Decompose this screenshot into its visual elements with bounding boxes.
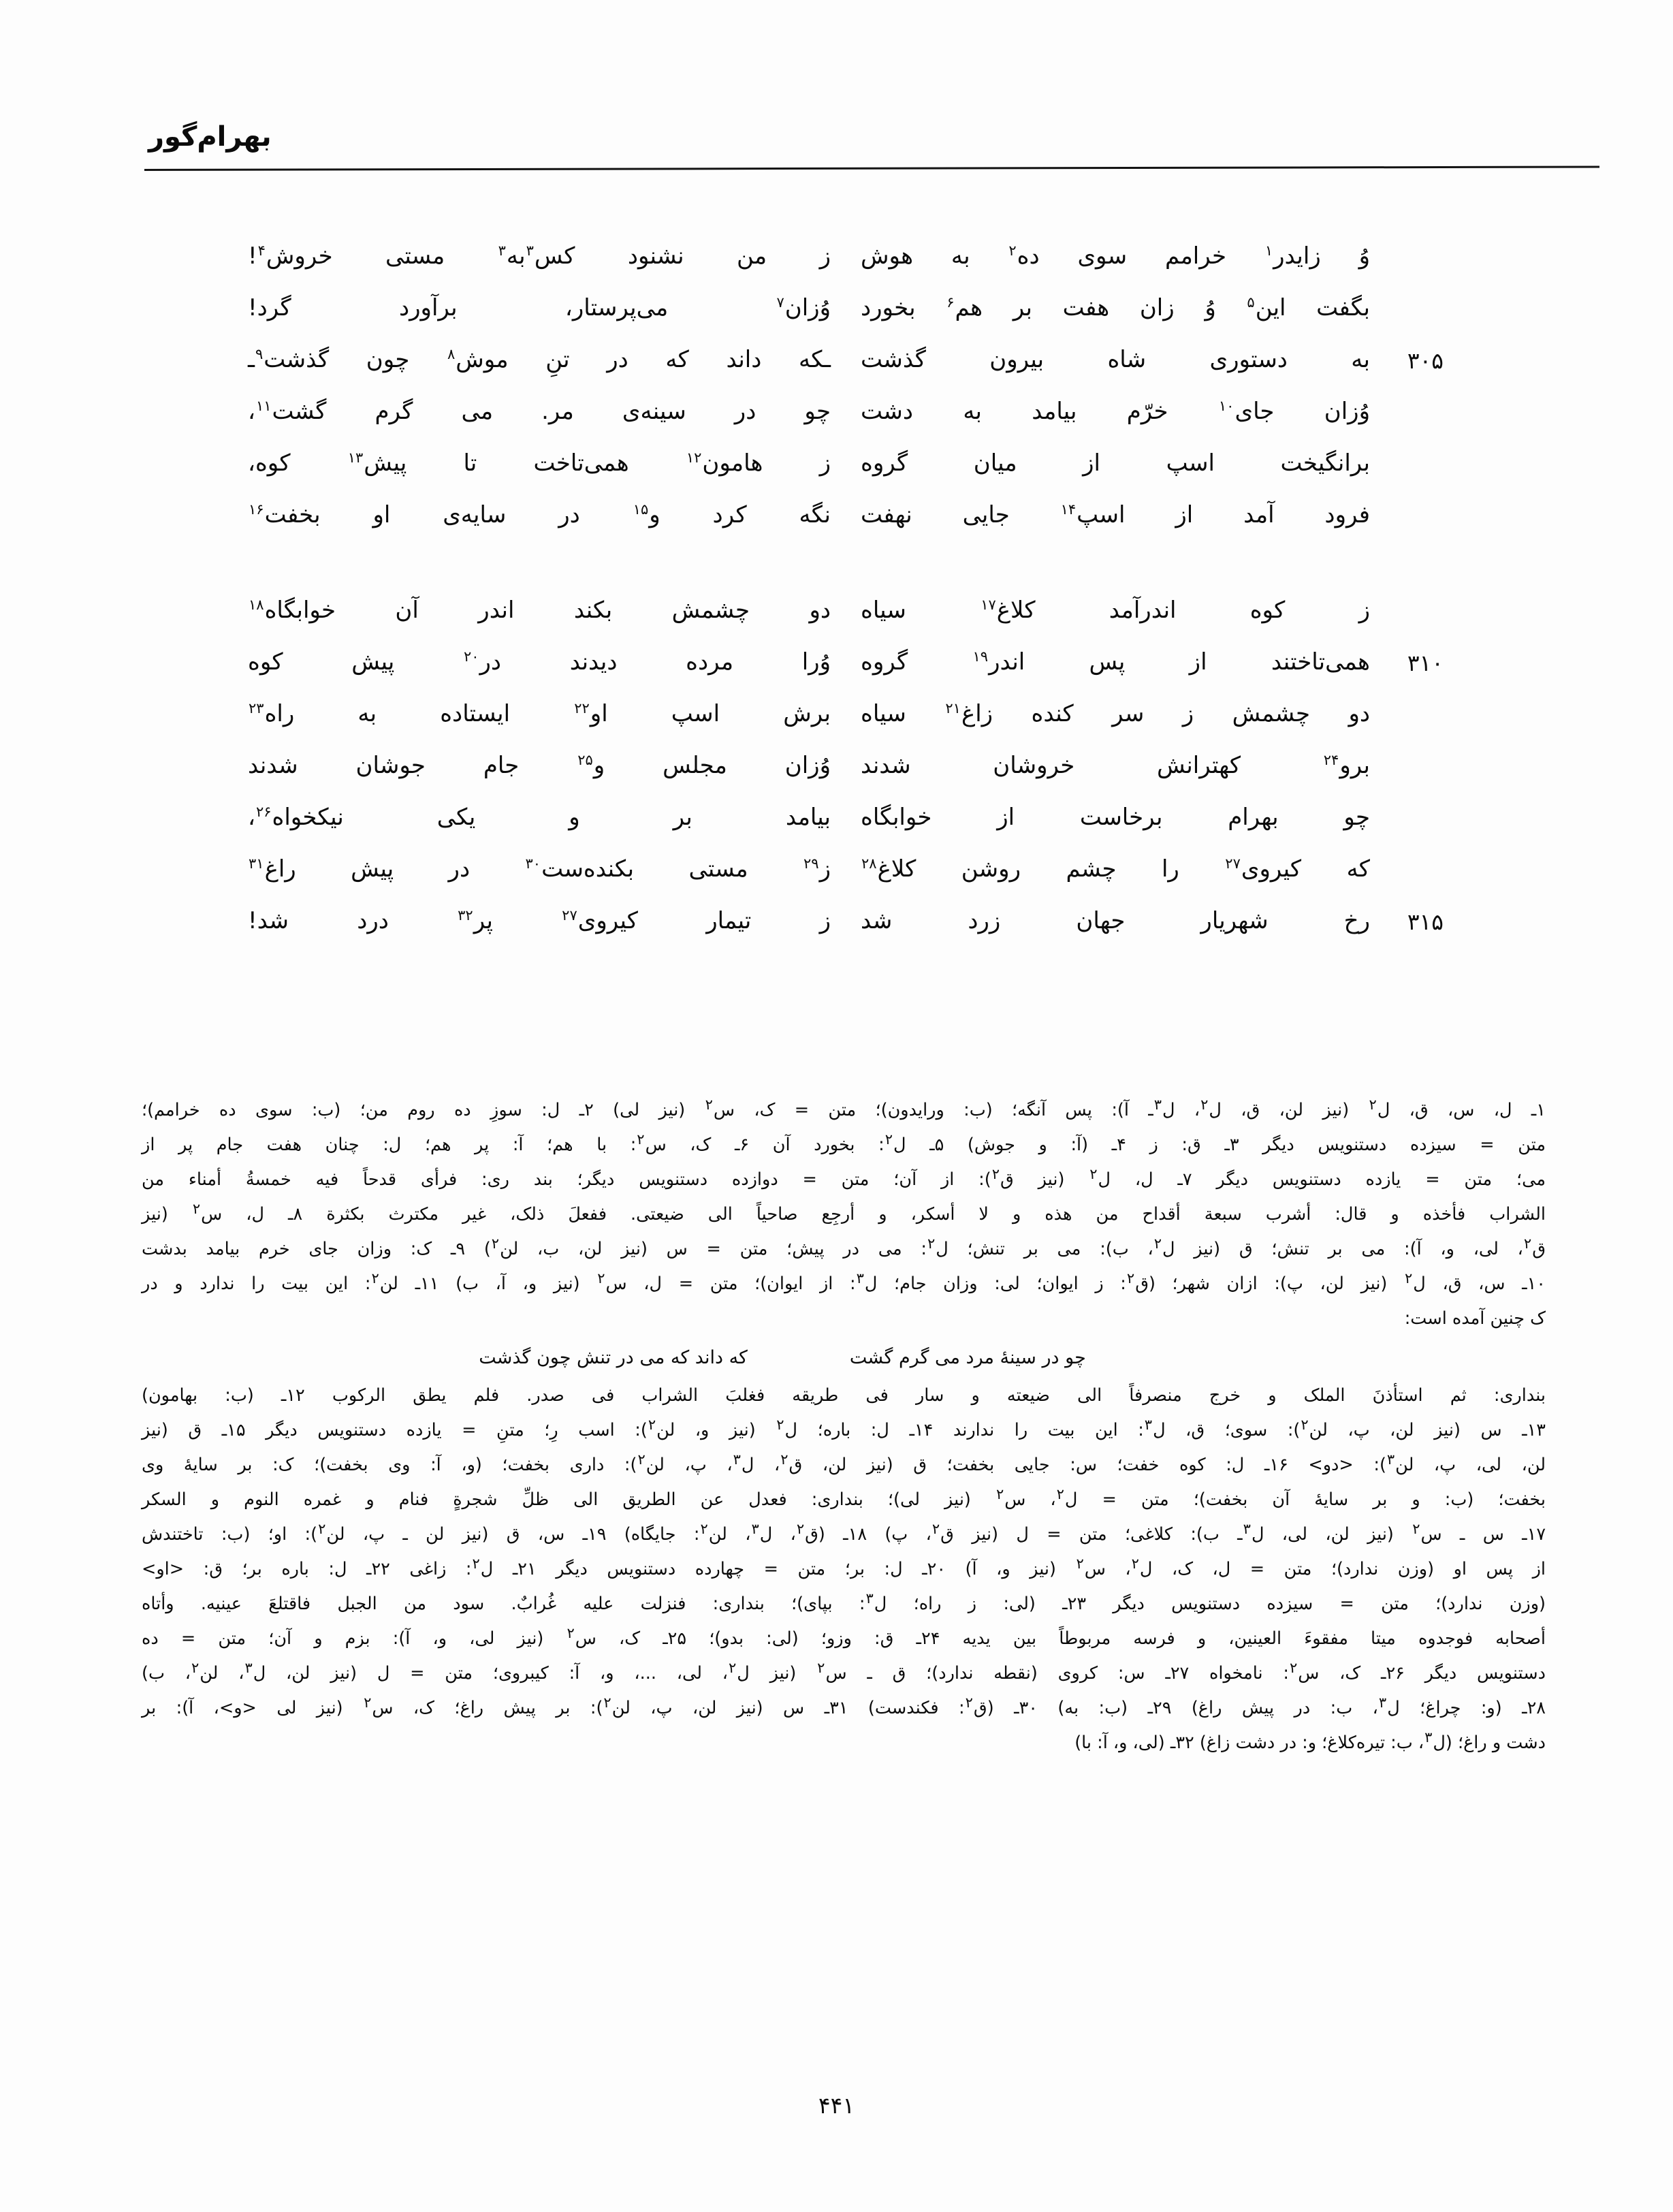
hemistich-second: ز من نشنود کس$^۳$به$^۳$ مستی خروش$^۴$!: [248, 242, 831, 270]
folio-number: ۴۴۱: [818, 2092, 855, 2119]
quoted-hemistich-first: چو در سینهٔ مرد می گرم گشت: [849, 1347, 1086, 1368]
hemistich-first: به دستوری شاه بیرون گذشت: [861, 346, 1370, 373]
hemistich-second: ـکه داند که در تنِ موش$^۸$ چون گذشت$^۹$ـ: [248, 345, 831, 373]
apparatus-line: ۱۳ـ س (نیز لن، پ، لن$^۲$): سوی؛ ق، ل$^۳$: این بیت را ندارند ۱۴ـ ل: باره؛ ل$^۲$ (نیز و، لن$^۲$): اسب رِ؛ متنِ = یازده دستنویس دیگر ۱۵ـ ق (نیز: [142, 1416, 1546, 1440]
verse-stanza: [245, 594, 1444, 956]
verse-line: [245, 447, 1444, 499]
verse-line-number: ۳۰۵: [1407, 347, 1444, 374]
apparatus-line: بنداری: ثم استأذنَ الملک و خرج منصرفاً الی ضیعته و سار فی طریقه فغلبَ الشراب فی صدر. فلم یطق الرکوب ۱۲ـ (ب: بهامون): [142, 1385, 1546, 1406]
hemistich-second: وُرا مرده دیدند در$^{۲۰}$ پیش کوه: [248, 648, 831, 676]
apparatus-quoted-couplet: [142, 1339, 1546, 1377]
verse-line: [245, 499, 1444, 550]
hemistich-first: وُزان جای$^{۱۰}$ خرّم بیامد به دشت: [861, 397, 1370, 425]
hemistich-second: چو در سینه‌ی مر. می گرم گشت$^{۱۱}$،: [248, 397, 831, 425]
apparatus-line: (وزن ندارد)؛ متن = سیزده دستنویس دیگر ۲۳ـ (لی: ز راه؛ ل$^۳$: بپای)؛ بنداری: فنزلت علیه غُرابٌ. سود من الجبل فاقتلعَ عینیه. وأتاه: [142, 1590, 1546, 1614]
apparatus-line: ۲۸ـ (و: چراغ؛ ل$^۳$، ب: در پیش راغ) ۲۹ـ (ب: به) ۳۰ـ (ق$^۲$: فکندست) ۳۱ـ س (نیز لن، پ، لن$^۲$): بر پیش راغ؛ ک، س$^۲$ (نیز لی <و>، آ): بر: [142, 1694, 1546, 1718]
hemistich-first: همی‌تاختند از پس اندر$^{۱۹}$ گروه: [861, 648, 1370, 676]
hemistich-second: ز تیمار کیروی$^{۲۷}$ پر$^{۳۲}$ درد شد!: [248, 906, 831, 934]
hemistich-second: دو چشمش بکند اندر آن خوابگاه$^{۱۸}$: [249, 596, 831, 624]
running-head: [0, 121, 1673, 183]
verse-line: [245, 749, 1444, 801]
hemistich-second: وُزان$^۷$ می‌پرستار، برآورد گرد!: [248, 294, 831, 321]
apparatus-line: ۱۷ـ س ـ س$^۲$ (نیز لن، لی، ل$^۳$ـ ب): کلاغی؛ متن = ل (نیز ق$^۲$، پ) ۱۸ـ (ق$^۲$، ل$^۳$، لن$^۲$: جایگاه) ۱۹ـ س، ق (نیز لن ـ پ، لن$^۲$): او؛ (ب: تاختندش: [142, 1520, 1546, 1545]
apparatus-line: الشراب فأخذه و قال: أشرب سبعة أقداح من هذه و لا أسکر، و أرجِع صاحیاً الی ضیعتی. ففعلَ ذلک، غیر مکترث بکثرة ۸ـ ل، س$^۲$ (نیز: [142, 1200, 1546, 1224]
quoted-hemistich-second: که داند که می در تنش چون گذشت: [479, 1347, 748, 1368]
header-rule: [144, 166, 1599, 171]
verse-line-number: ۳۱۰: [1407, 650, 1444, 676]
apparatus-line: ک چنین آمده است:: [1404, 1308, 1546, 1329]
verse-line: [245, 646, 1444, 697]
hemistich-first: بگفت این$^۵$ وُ زان هفت بر هم$^۶$ بخورد: [861, 294, 1370, 321]
apparatus-line: ۱ـ ل، س، ق، ل$^۲$ (نیز لن، ق، ل$^۲$، ل$^۳$ـ آ): پس آنگه؛ (ب: ورایدون)؛ متن = ک، س$^۲$ (نیز لی) ۲ـ ل: سوزِ ده روم من؛ (ب: سوی ده خرامم)؛: [142, 1096, 1546, 1120]
verse-body: [245, 240, 1444, 956]
apparatus-line: دستنویس دیگر ۲۶ـ ک، س$^۲$: نامخواه ۲۷ـ س: کروی (نقطه ندارد)؛ ق ـ س$^۲$ (نیز ل$^۲$، لی، ...، و، آ: کیبروی؛ متن = ل (نیز لن، ل$^۳$، لن$^۲$، ب): [142, 1659, 1546, 1684]
hemistich-second: نگه کرد و$^{۱۵}$ در سایه‌ی او بخفت$^{۱۶}$: [249, 501, 831, 528]
verse-line: [245, 801, 1444, 853]
verse-line: [245, 853, 1444, 904]
verse-line: [245, 291, 1444, 343]
apparatus-line: دشت و راغ؛ (ل$^۳$، ب: تیره‌کلاغ؛ و: در دشت زاغ) ۳۲ـ (لی، و، آ: با): [1074, 1728, 1546, 1753]
hemistich-first: برو$^{۲۴}$ کهترانش خروشان شدند: [861, 751, 1370, 779]
verse-line-number: ۳۱۵: [1407, 908, 1444, 935]
verse-line: [245, 904, 1444, 956]
apparatus-line: لن، لی، پ، لن$^۳$): <دو> ۱۶ـ ل: کوه خفت؛ س: جایی بخفت؛ ق (نیز لن، ق$^۲$، ل$^۳$، پ، لن$^۲$): داری بخفت؛ (و، آ: وی بخفت)؛ ک: بر سایهٔ وی: [142, 1451, 1546, 1475]
critical-apparatus: [142, 1093, 1546, 1760]
verse-line: [245, 395, 1444, 447]
apparatus-line: أصحابه فوجدوه میتا مفقوءَ العینین، و فرسه مربوطاً بین یدیه ۲۴ـ ق: وزو؛ (لی: بدو)؛ ۲۵ـ ک، س$^۲$ (نیز لی، و، آ): بزم و آن؛ متن = ده: [142, 1624, 1546, 1649]
verse-stanza: [245, 240, 1444, 550]
hemistich-first: فرود آمد از اسپ$^{۱۴}$ جایی نهفت: [861, 501, 1370, 528]
verse-line: [245, 594, 1444, 646]
hemistich-second: برش اسپ او$^{۲۲}$ ایستاده به راه$^{۲۳}$: [249, 699, 831, 727]
hemistich-first: دو چشمش ز سر کنده زاغ$^{۲۱}$ سیاه: [861, 699, 1371, 727]
hemistich-second: وُزان مجلس و$^{۲۵}$ جام جوشان شدند: [248, 751, 831, 779]
verse-line: [245, 697, 1444, 749]
hemistich-first: ز کوه اندرآمد کلاغ$^{۱۷}$ سیاه: [861, 596, 1370, 624]
hemistich-first: رخ شهریار جهان زرد شد: [861, 907, 1370, 934]
hemistich-first: برانگیخت اسپ از میان گروه: [861, 449, 1370, 477]
apparatus-line: ۱۰ـ س، ق، ل$^۲$ (نیز لن، پ): ازان شهر؛ (ق$^۲$: ز ایوان؛ لی: وزان جام؛ ل$^۳$: از ایوان)؛ متن = ل، س$^۲$ (نیز و، آ، ب) ۱۱ـ لن$^۲$: این بیت را ندارد و در: [142, 1269, 1546, 1294]
verse-line: [245, 240, 1444, 291]
apparatus-line: متن = سیزده دستنویس دیگر ۳ـ ق: ز ۴ـ (آ: و جوش) ۵ـ ل$^۲$: بخورد آن ۶ـ ک، س$^۲$: با هم؛ آ: پر هم؛ ل: چنان هفت جام پر از: [142, 1131, 1546, 1155]
verse-line: [245, 343, 1444, 395]
apparatus-line: می؛ متن = یازده دستنویس دیگر ۷ـ ل، ل$^۲$ (نیز ق$^۲$): از آن؛ متن = دوازده دستنویس دیگر؛ بند ری: فرأی قدحاً فیه خمسةُ أمناء من: [142, 1165, 1546, 1190]
hemistich-first: وُ زایدر$^۱$ خرامم سوی ده$^۲$ به هوش: [861, 242, 1370, 270]
apparatus-line: از پس او (وزن ندارد)؛ متن = ل، ک، ل$^۲$، س$^۲$ (نیز و، آ) ۲۰ـ ل: بر؛ متن = چهارده دستنویس دیگر ۲۱ـ ل$^۲$: زاغی ۲۲ـ ل: باره بر؛ ق: <او>: [142, 1555, 1546, 1579]
apparatus-line: بخفت؛ (ب: و بر سایهٔ آن بخفت)؛ متن = ل$^۲$، س$^۲$ (نیز لی)؛ بنداری: فعدل عن الطریق الی ظلِّ شجرةٍ فنام و غمره النوم و السکر: [142, 1485, 1546, 1510]
hemistich-second: ز$^{۲۹}$ مستی بکنده‌ست$^{۳۰}$ در پیش راغ$^{۳۱}$: [249, 855, 831, 883]
hemistich-first: که کیروی$^{۲۷}$ را چشم روشن کلاغ$^{۲۸}$: [861, 855, 1370, 883]
hemistich-second: ز هامون$^{۱۲}$ همی‌تاخت تا پیش$^{۱۳}$ کوه،: [248, 449, 831, 477]
apparatus-line: ق$^۲$، لی، و، آ): می بر تنش؛ ق (نیز ل$^۲$، ب): می بر تنش؛ ل$^۲$: می در پیش؛ متن = س (نیز لن، ب، لن$^۲$) ۹ـ ک: وزان جای خرم بیامد بدشت: [142, 1235, 1546, 1259]
running-head-title: بهرام‌گور: [148, 121, 272, 153]
hemistich-second: بیامد بر و یکی نیکخواه$^{۲۶}$،: [248, 803, 831, 831]
hemistich-first: چو بهرام برخاست از خوابگاه: [861, 804, 1370, 831]
